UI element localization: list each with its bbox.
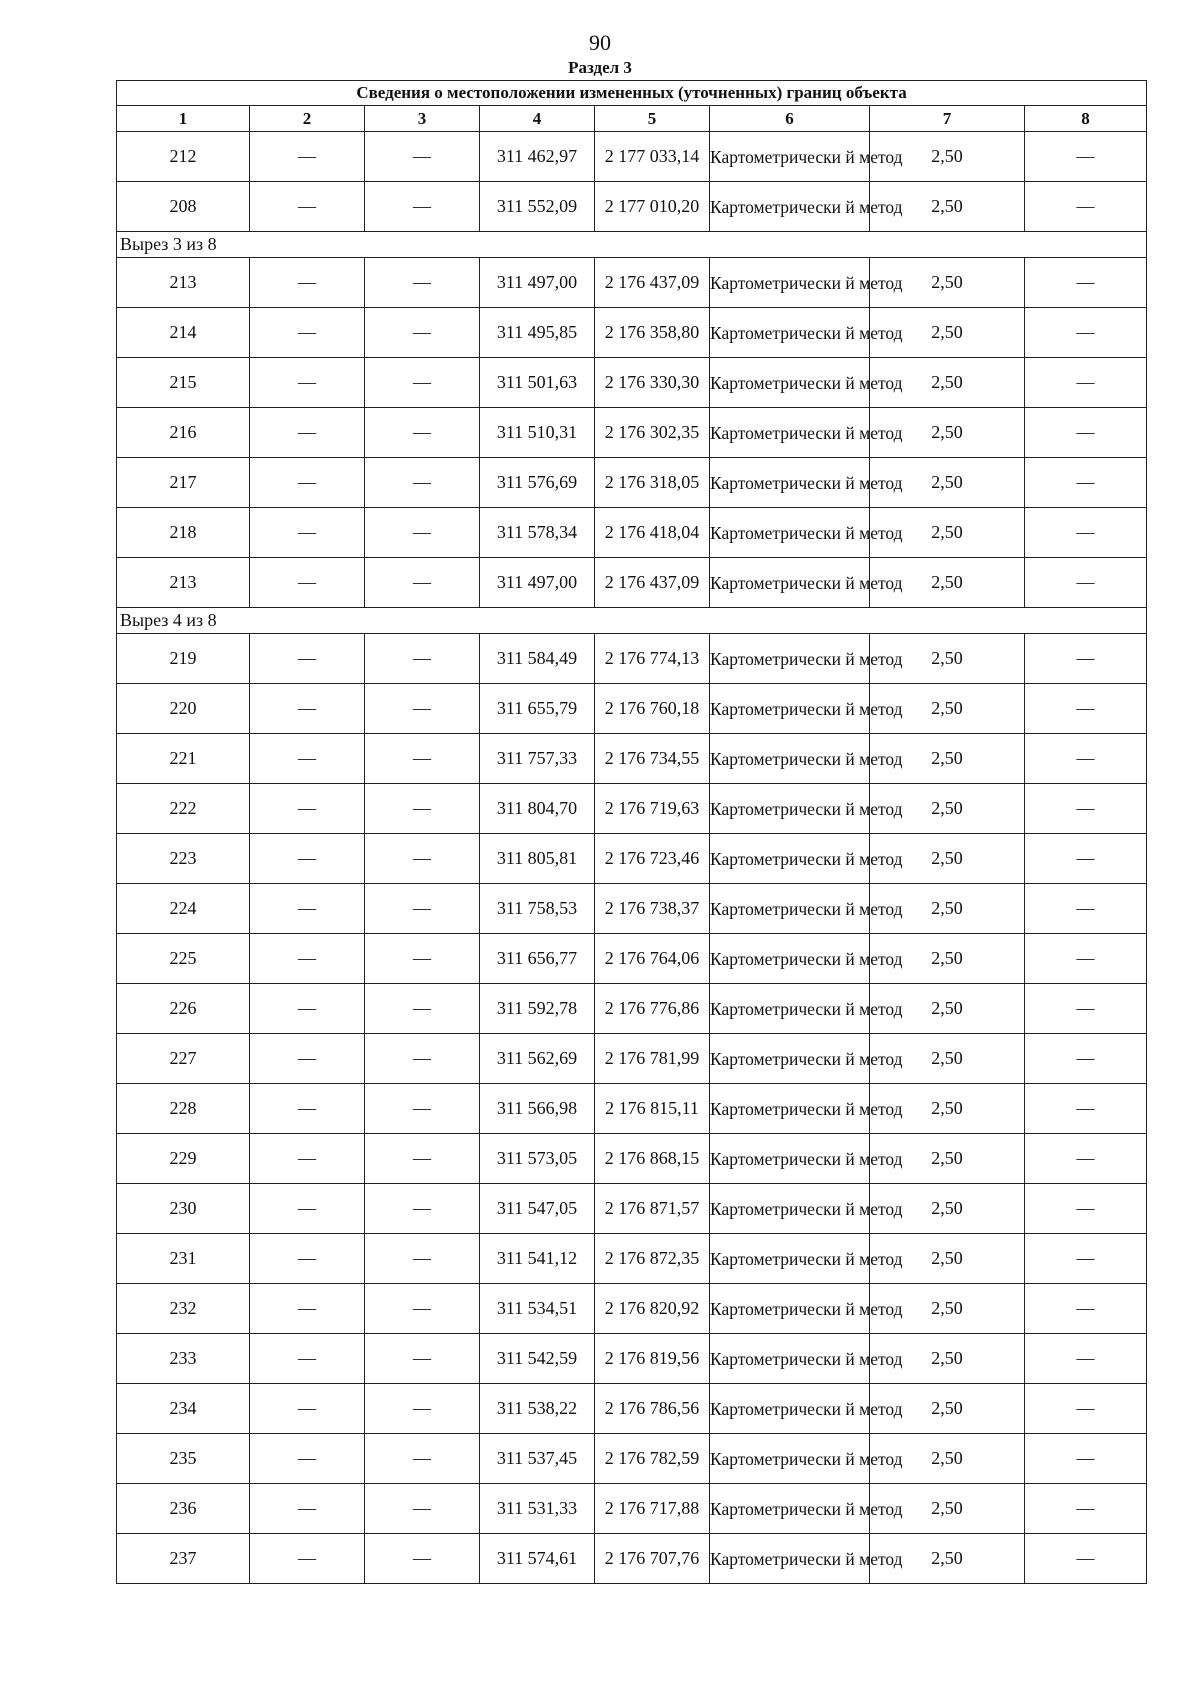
x-coordinate-cell: 311 538,22 <box>480 1384 595 1434</box>
column-number: 2 <box>250 106 365 132</box>
x-coordinate-cell: 311 497,00 <box>480 558 595 608</box>
column-2-cell: — <box>250 634 365 684</box>
column-2-cell: — <box>250 1434 365 1484</box>
x-coordinate-cell: 311 462,97 <box>480 132 595 182</box>
column-8-cell: — <box>1025 558 1147 608</box>
method-cell: Картометрически й метод <box>710 1334 870 1384</box>
point-number-cell: 214 <box>117 308 250 358</box>
column-3-cell: — <box>365 884 480 934</box>
column-2-cell: — <box>250 1284 365 1334</box>
column-3-cell: — <box>365 984 480 1034</box>
column-8-cell: — <box>1025 458 1147 508</box>
column-3-cell: — <box>365 558 480 608</box>
column-number: 4 <box>480 106 595 132</box>
x-coordinate-cell: 311 584,49 <box>480 634 595 684</box>
x-coordinate-cell: 311 804,70 <box>480 784 595 834</box>
y-coordinate-cell: 2 176 815,11 <box>595 1084 710 1134</box>
method-cell: Картометрически й метод <box>710 408 870 458</box>
column-8-cell: — <box>1025 508 1147 558</box>
method-cell: Картометрически й метод <box>710 884 870 934</box>
point-number-cell: 218 <box>117 508 250 558</box>
y-coordinate-cell: 2 176 774,13 <box>595 634 710 684</box>
point-number-cell: 233 <box>117 1334 250 1384</box>
x-coordinate-cell: 311 656,77 <box>480 934 595 984</box>
table-row <box>117 132 1147 182</box>
table-row <box>117 934 1147 984</box>
point-number-cell: 213 <box>117 258 250 308</box>
point-number-cell: 212 <box>117 132 250 182</box>
method-cell: Картометрически й метод <box>710 558 870 608</box>
column-number-row <box>117 106 1147 132</box>
table-row <box>117 884 1147 934</box>
column-2-cell: — <box>250 258 365 308</box>
column-2-cell: — <box>250 1484 365 1534</box>
y-coordinate-cell: 2 176 707,76 <box>595 1534 710 1584</box>
accuracy-cell: 2,50 <box>870 1434 1025 1484</box>
section-title: Раздел 3 <box>568 58 632 77</box>
column-8-cell: — <box>1025 934 1147 984</box>
table-row <box>117 358 1147 408</box>
accuracy-cell: 2,50 <box>870 1384 1025 1434</box>
accuracy-cell: 2,50 <box>870 1084 1025 1134</box>
method-cell: Картометрически й метод <box>710 458 870 508</box>
column-3-cell: — <box>365 934 480 984</box>
method-cell: Картометрически й метод <box>710 734 870 784</box>
column-3-cell: — <box>365 1234 480 1284</box>
method-cell: Картометрически й метод <box>710 1184 870 1234</box>
y-coordinate-cell: 2 176 776,86 <box>595 984 710 1034</box>
y-coordinate-cell: 2 176 760,18 <box>595 684 710 734</box>
column-3-cell: — <box>365 1134 480 1184</box>
point-number-cell: 208 <box>117 182 250 232</box>
column-8-cell: — <box>1025 358 1147 408</box>
point-number-cell: 232 <box>117 1284 250 1334</box>
y-coordinate-cell: 2 176 717,88 <box>595 1484 710 1534</box>
table-row <box>117 1384 1147 1434</box>
table-row <box>117 1034 1147 1084</box>
x-coordinate-cell: 311 547,05 <box>480 1184 595 1234</box>
y-coordinate-cell: 2 176 358,80 <box>595 308 710 358</box>
table-row <box>117 634 1147 684</box>
column-8-cell: — <box>1025 1184 1147 1234</box>
column-2-cell: — <box>250 132 365 182</box>
y-coordinate-cell: 2 176 418,04 <box>595 508 710 558</box>
column-8-cell: — <box>1025 132 1147 182</box>
column-8-cell: — <box>1025 1384 1147 1434</box>
column-8-cell: — <box>1025 1034 1147 1084</box>
column-8-cell: — <box>1025 1484 1147 1534</box>
column-3-cell: — <box>365 1484 480 1534</box>
y-coordinate-cell: 2 176 819,56 <box>595 1334 710 1384</box>
column-2-cell: — <box>250 934 365 984</box>
accuracy-cell: 2,50 <box>870 684 1025 734</box>
column-3-cell: — <box>365 684 480 734</box>
column-3-cell: — <box>365 634 480 684</box>
method-cell: Картометрически й метод <box>710 508 870 558</box>
x-coordinate-cell: 311 531,33 <box>480 1484 595 1534</box>
table-row <box>117 834 1147 884</box>
method-cell: Картометрически й метод <box>710 258 870 308</box>
column-3-cell: — <box>365 508 480 558</box>
y-coordinate-cell: 2 176 781,99 <box>595 1034 710 1084</box>
method-cell: Картометрически й метод <box>710 1084 870 1134</box>
method-cell: Картометрически й метод <box>710 1534 870 1584</box>
method-cell: Картометрически й метод <box>710 984 870 1034</box>
method-cell: Картометрически й метод <box>710 784 870 834</box>
method-cell: Картометрически й метод <box>710 1134 870 1184</box>
column-8-cell: — <box>1025 834 1147 884</box>
column-3-cell: — <box>365 1184 480 1234</box>
column-8-cell: — <box>1025 734 1147 784</box>
y-coordinate-cell: 2 176 723,46 <box>595 834 710 884</box>
column-2-cell: — <box>250 558 365 608</box>
column-number: 3 <box>365 106 480 132</box>
column-2-cell: — <box>250 1334 365 1384</box>
column-3-cell: — <box>365 1034 480 1084</box>
y-coordinate-cell: 2 176 868,15 <box>595 1134 710 1184</box>
x-coordinate-cell: 311 562,69 <box>480 1034 595 1084</box>
column-8-cell: — <box>1025 684 1147 734</box>
accuracy-cell: 2,50 <box>870 884 1025 934</box>
method-cell: Картометрически й метод <box>710 182 870 232</box>
accuracy-cell: 2,50 <box>870 784 1025 834</box>
column-2-cell: — <box>250 834 365 884</box>
column-2-cell: — <box>250 182 365 232</box>
accuracy-cell: 2,50 <box>870 132 1025 182</box>
x-coordinate-cell: 311 541,12 <box>480 1234 595 1284</box>
accuracy-cell: 2,50 <box>870 258 1025 308</box>
x-coordinate-cell: 311 576,69 <box>480 458 595 508</box>
point-number-cell: 220 <box>117 684 250 734</box>
point-number-cell: 237 <box>117 1534 250 1584</box>
column-2-cell: — <box>250 884 365 934</box>
table-caption: Сведения о местоположении измененных (уточненных) границ объекта <box>117 81 1147 106</box>
accuracy-cell: 2,50 <box>870 508 1025 558</box>
column-2-cell: — <box>250 1084 365 1134</box>
point-number-cell: 223 <box>117 834 250 884</box>
column-8-cell: — <box>1025 408 1147 458</box>
accuracy-cell: 2,50 <box>870 558 1025 608</box>
x-coordinate-cell: 311 495,85 <box>480 308 595 358</box>
table-row <box>117 1334 1147 1384</box>
point-number-cell: 229 <box>117 1134 250 1184</box>
column-8-cell: — <box>1025 1234 1147 1284</box>
table-row <box>117 1084 1147 1134</box>
y-coordinate-cell: 2 176 719,63 <box>595 784 710 834</box>
method-cell: Картометрически й метод <box>710 1234 870 1284</box>
y-coordinate-cell: 2 177 033,14 <box>595 132 710 182</box>
table-row <box>117 308 1147 358</box>
method-cell: Картометрически й метод <box>710 684 870 734</box>
accuracy-cell: 2,50 <box>870 308 1025 358</box>
column-3-cell: — <box>365 1384 480 1434</box>
column-2-cell: — <box>250 358 365 408</box>
table-row <box>117 1484 1147 1534</box>
y-coordinate-cell: 2 177 010,20 <box>595 182 710 232</box>
column-3-cell: — <box>365 132 480 182</box>
table-row <box>117 558 1147 608</box>
cutout-group-label: Вырез 3 из 8 <box>117 232 1147 258</box>
point-number-cell: 230 <box>117 1184 250 1234</box>
x-coordinate-cell: 311 578,34 <box>480 508 595 558</box>
point-number-cell: 231 <box>117 1234 250 1284</box>
column-2-cell: — <box>250 458 365 508</box>
x-coordinate-cell: 311 537,45 <box>480 1434 595 1484</box>
column-2-cell: — <box>250 784 365 834</box>
y-coordinate-cell: 2 176 330,30 <box>595 358 710 408</box>
column-8-cell: — <box>1025 1434 1147 1484</box>
x-coordinate-cell: 311 552,09 <box>480 182 595 232</box>
y-coordinate-cell: 2 176 820,92 <box>595 1284 710 1334</box>
column-2-cell: — <box>250 1234 365 1284</box>
table-row <box>117 1134 1147 1184</box>
point-number-cell: 227 <box>117 1034 250 1084</box>
table-row <box>117 1234 1147 1284</box>
column-3-cell: — <box>365 1434 480 1484</box>
accuracy-cell: 2,50 <box>870 734 1025 784</box>
table-body <box>117 132 1147 1584</box>
point-number-cell: 225 <box>117 934 250 984</box>
y-coordinate-cell: 2 176 734,55 <box>595 734 710 784</box>
boundary-coordinates-table <box>116 80 1147 1584</box>
column-2-cell: — <box>250 684 365 734</box>
column-3-cell: — <box>365 408 480 458</box>
x-coordinate-cell: 311 497,00 <box>480 258 595 308</box>
point-number-cell: 219 <box>117 634 250 684</box>
column-2-cell: — <box>250 984 365 1034</box>
column-2-cell: — <box>250 1384 365 1434</box>
accuracy-cell: 2,50 <box>870 1334 1025 1384</box>
column-8-cell: — <box>1025 984 1147 1034</box>
table-row <box>117 182 1147 232</box>
column-2-cell: — <box>250 1034 365 1084</box>
accuracy-cell: 2,50 <box>870 934 1025 984</box>
point-number-cell: 221 <box>117 734 250 784</box>
table-row <box>117 684 1147 734</box>
accuracy-cell: 2,50 <box>870 1484 1025 1534</box>
column-8-cell: — <box>1025 634 1147 684</box>
method-cell: Картометрически й метод <box>710 1384 870 1434</box>
column-3-cell: — <box>365 458 480 508</box>
accuracy-cell: 2,50 <box>870 358 1025 408</box>
x-coordinate-cell: 311 805,81 <box>480 834 595 884</box>
column-2-cell: — <box>250 308 365 358</box>
column-2-cell: — <box>250 1134 365 1184</box>
column-2-cell: — <box>250 734 365 784</box>
point-number-cell: 234 <box>117 1384 250 1434</box>
accuracy-cell: 2,50 <box>870 408 1025 458</box>
point-number-cell: 228 <box>117 1084 250 1134</box>
table-row <box>117 734 1147 784</box>
table-row <box>117 408 1147 458</box>
method-cell: Картометрически й метод <box>710 132 870 182</box>
x-coordinate-cell: 311 655,79 <box>480 684 595 734</box>
x-coordinate-cell: 311 574,61 <box>480 1534 595 1584</box>
column-8-cell: — <box>1025 1084 1147 1134</box>
column-number: 7 <box>870 106 1025 132</box>
table-row <box>117 984 1147 1034</box>
accuracy-cell: 2,50 <box>870 458 1025 508</box>
column-3-cell: — <box>365 734 480 784</box>
y-coordinate-cell: 2 176 786,56 <box>595 1384 710 1434</box>
cutout-group-row <box>117 232 1147 258</box>
column-3-cell: — <box>365 308 480 358</box>
point-number-cell: 216 <box>117 408 250 458</box>
method-cell: Картометрически й метод <box>710 1284 870 1334</box>
accuracy-cell: 2,50 <box>870 1134 1025 1184</box>
x-coordinate-cell: 311 501,63 <box>480 358 595 408</box>
y-coordinate-cell: 2 176 302,35 <box>595 408 710 458</box>
table-row <box>117 784 1147 834</box>
point-number-cell: 215 <box>117 358 250 408</box>
point-number-cell: 217 <box>117 458 250 508</box>
column-3-cell: — <box>365 258 480 308</box>
method-cell: Картометрически й метод <box>710 1484 870 1534</box>
column-number: 5 <box>595 106 710 132</box>
column-3-cell: — <box>365 358 480 408</box>
table-row <box>117 1534 1147 1584</box>
cutout-group-label: Вырез 4 из 8 <box>117 608 1147 634</box>
x-coordinate-cell: 311 542,59 <box>480 1334 595 1384</box>
point-number-cell: 213 <box>117 558 250 608</box>
accuracy-cell: 2,50 <box>870 1034 1025 1084</box>
column-2-cell: — <box>250 508 365 558</box>
column-number: 1 <box>117 106 250 132</box>
cutout-group-row <box>117 608 1147 634</box>
column-3-cell: — <box>365 834 480 884</box>
x-coordinate-cell: 311 566,98 <box>480 1084 595 1134</box>
point-number-cell: 222 <box>117 784 250 834</box>
x-coordinate-cell: 311 573,05 <box>480 1134 595 1184</box>
column-8-cell: — <box>1025 1534 1147 1584</box>
y-coordinate-cell: 2 176 738,37 <box>595 884 710 934</box>
accuracy-cell: 2,50 <box>870 1534 1025 1584</box>
method-cell: Картометрически й метод <box>710 1434 870 1484</box>
column-8-cell: — <box>1025 784 1147 834</box>
column-8-cell: — <box>1025 1284 1147 1334</box>
x-coordinate-cell: 311 534,51 <box>480 1284 595 1334</box>
column-3-cell: — <box>365 1534 480 1584</box>
page-number: 90 <box>589 30 611 55</box>
column-3-cell: — <box>365 1334 480 1384</box>
table-row <box>117 1434 1147 1484</box>
x-coordinate-cell: 311 510,31 <box>480 408 595 458</box>
y-coordinate-cell: 2 176 437,09 <box>595 258 710 308</box>
column-number: 6 <box>710 106 870 132</box>
y-coordinate-cell: 2 176 764,06 <box>595 934 710 984</box>
y-coordinate-cell: 2 176 872,35 <box>595 1234 710 1284</box>
y-coordinate-cell: 2 176 318,05 <box>595 458 710 508</box>
point-number-cell: 226 <box>117 984 250 1034</box>
column-3-cell: — <box>365 784 480 834</box>
column-3-cell: — <box>365 182 480 232</box>
accuracy-cell: 2,50 <box>870 182 1025 232</box>
point-number-cell: 235 <box>117 1434 250 1484</box>
table-row <box>117 508 1147 558</box>
column-2-cell: — <box>250 1534 365 1584</box>
table-row <box>117 458 1147 508</box>
method-cell: Картометрически й метод <box>710 358 870 408</box>
method-cell: Картометрически й метод <box>710 834 870 884</box>
column-8-cell: — <box>1025 884 1147 934</box>
column-2-cell: — <box>250 408 365 458</box>
table-row <box>117 1184 1147 1234</box>
column-8-cell: — <box>1025 182 1147 232</box>
method-cell: Картометрически й метод <box>710 934 870 984</box>
accuracy-cell: 2,50 <box>870 634 1025 684</box>
y-coordinate-cell: 2 176 782,59 <box>595 1434 710 1484</box>
accuracy-cell: 2,50 <box>870 1284 1025 1334</box>
method-cell: Картометрически й метод <box>710 634 870 684</box>
column-8-cell: — <box>1025 1134 1147 1184</box>
accuracy-cell: 2,50 <box>870 984 1025 1034</box>
column-number: 8 <box>1025 106 1147 132</box>
column-8-cell: — <box>1025 258 1147 308</box>
method-cell: Картометрически й метод <box>710 1034 870 1084</box>
method-cell: Картометрически й метод <box>710 308 870 358</box>
y-coordinate-cell: 2 176 871,57 <box>595 1184 710 1234</box>
column-3-cell: — <box>365 1284 480 1334</box>
y-coordinate-cell: 2 176 437,09 <box>595 558 710 608</box>
accuracy-cell: 2,50 <box>870 1184 1025 1234</box>
column-8-cell: — <box>1025 308 1147 358</box>
table-row <box>117 1284 1147 1334</box>
x-coordinate-cell: 311 758,53 <box>480 884 595 934</box>
x-coordinate-cell: 311 757,33 <box>480 734 595 784</box>
x-coordinate-cell: 311 592,78 <box>480 984 595 1034</box>
accuracy-cell: 2,50 <box>870 1234 1025 1284</box>
accuracy-cell: 2,50 <box>870 834 1025 884</box>
point-number-cell: 236 <box>117 1484 250 1534</box>
column-2-cell: — <box>250 1184 365 1234</box>
column-3-cell: — <box>365 1084 480 1134</box>
column-8-cell: — <box>1025 1334 1147 1384</box>
table-row <box>117 258 1147 308</box>
point-number-cell: 224 <box>117 884 250 934</box>
